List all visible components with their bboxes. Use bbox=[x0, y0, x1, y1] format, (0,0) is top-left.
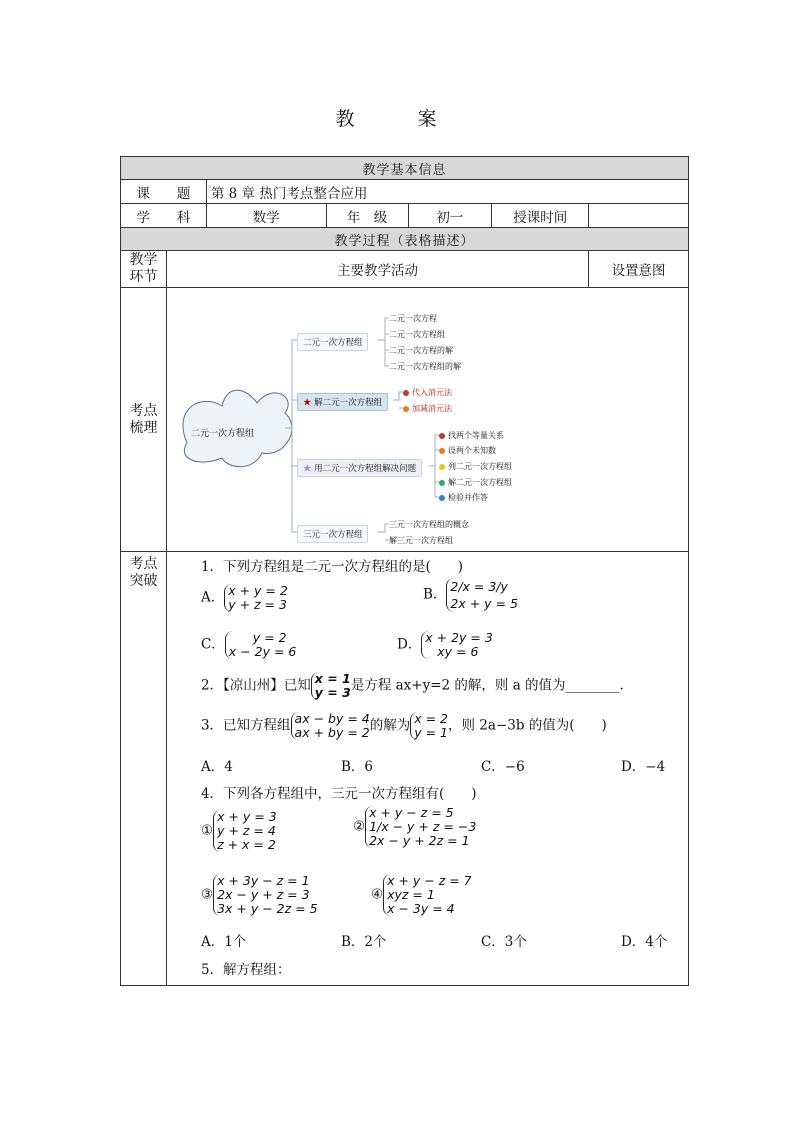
grade-value: 初一 bbox=[408, 204, 492, 228]
circled-3: ③ bbox=[200, 886, 214, 903]
bullet-icon bbox=[439, 433, 445, 439]
circled-1: ① bbox=[200, 822, 214, 839]
col-activity: 主要教学活动 bbox=[166, 251, 588, 288]
option-letter: B． bbox=[422, 586, 447, 603]
q3-post: ，则 2a−3b 的值为( ) bbox=[448, 717, 607, 734]
mind-map-center: 二元一次方程组 bbox=[190, 429, 254, 439]
eq: x + 2y = 3 bbox=[425, 630, 493, 645]
bullet-icon bbox=[439, 448, 445, 454]
q4-option-a: A．1个 bbox=[200, 934, 247, 950]
q2-pre: 2．【凉山州】已知 bbox=[200, 677, 311, 694]
branch-1: 二元一次方程组 bbox=[297, 333, 369, 351]
q1-stem: 1．下列方程组是二元一次方程组的是( ) bbox=[200, 559, 464, 575]
q3-option-a: A．4 bbox=[200, 759, 233, 775]
star-icon: ★ bbox=[302, 398, 312, 408]
q4-option-d: D．4个 bbox=[620, 934, 668, 950]
system bbox=[213, 874, 317, 916]
mind-map-cell bbox=[166, 288, 688, 552]
q3-mid: 的解为 bbox=[369, 717, 411, 734]
bullet-icon bbox=[439, 464, 445, 470]
q5: 5．解方程组： bbox=[200, 962, 291, 978]
eq: x − 3y = 4 bbox=[387, 901, 455, 916]
q1-option-c bbox=[201, 631, 296, 659]
system bbox=[311, 672, 351, 700]
system bbox=[213, 810, 277, 852]
leaf-3-2 bbox=[439, 445, 496, 456]
q2-post: 是方程 ax+y=2 的解，则 a 的值为________. bbox=[350, 677, 624, 694]
branch-2-label: 解二元一次方程组 bbox=[314, 398, 383, 408]
breakthrough-label: 考点突破 bbox=[121, 552, 167, 986]
process-header: 教学过程（表格描述） bbox=[121, 228, 689, 251]
q4-system-1 bbox=[201, 810, 277, 852]
q4-system-2 bbox=[353, 806, 476, 848]
eq: x + y = 2 bbox=[228, 583, 288, 598]
q1-option-b bbox=[423, 578, 518, 612]
eq: z + x = 2 bbox=[217, 837, 276, 852]
eq: x = 1 bbox=[314, 671, 351, 686]
eq: 3x + y − 2z = 5 bbox=[217, 901, 318, 916]
q4-option-b: B．2个 bbox=[340, 934, 387, 950]
eq: 2x − y + 2z = 1 bbox=[369, 833, 470, 848]
system bbox=[383, 874, 472, 916]
eq: 2x + y = 5 bbox=[450, 596, 518, 611]
q4-system-4 bbox=[371, 874, 472, 916]
topic-label: 课 题 bbox=[121, 180, 207, 204]
q3 bbox=[201, 712, 607, 740]
questions bbox=[167, 552, 688, 985]
leaf-2-1-label: 代入消元法 bbox=[411, 388, 452, 397]
eq: x + 3y − z = 1 bbox=[217, 873, 310, 888]
eq: x − 2y = 6 bbox=[228, 644, 297, 659]
eq: 2x − y + z = 3 bbox=[217, 887, 310, 902]
leaf-2-1 bbox=[403, 387, 452, 398]
system bbox=[446, 578, 518, 612]
eq: ax − by = 4 bbox=[294, 711, 370, 726]
circled-4: ④ bbox=[370, 886, 384, 903]
system bbox=[410, 712, 448, 740]
leaf-3-5 bbox=[439, 492, 488, 503]
eq: y = 3 bbox=[314, 685, 351, 700]
system bbox=[224, 584, 288, 612]
col-intent: 设置意图 bbox=[589, 251, 689, 288]
bullet-icon bbox=[403, 390, 409, 396]
option-letter: C． bbox=[200, 636, 225, 653]
basic-info-header: 教学基本信息 bbox=[121, 157, 689, 180]
circled-2: ② bbox=[352, 818, 366, 835]
star-icon: ★ bbox=[302, 464, 312, 474]
time-label: 授课时间 bbox=[492, 204, 589, 228]
q3-option-b: B．6 bbox=[340, 759, 373, 775]
time-value bbox=[589, 204, 689, 228]
eq: xy = 6 bbox=[437, 644, 479, 659]
leaf-1-2: 二元一次方程组 bbox=[388, 330, 445, 339]
bullet-icon bbox=[439, 480, 445, 486]
system bbox=[225, 631, 297, 659]
eq: y + z = 4 bbox=[217, 823, 276, 838]
subject-label: 学 科 bbox=[121, 204, 207, 228]
leaf-4-1: 三元一次方程组的概念 bbox=[388, 520, 469, 529]
leaf-1-4: 二元一次方程组的解 bbox=[388, 362, 461, 371]
leaf-3-1-label: 找两个等量关系 bbox=[447, 431, 504, 440]
eq: 1/x − y + z = −3 bbox=[369, 819, 477, 834]
branch-4: 三元一次方程组 bbox=[297, 525, 369, 543]
q3-option-d: D．−4 bbox=[620, 759, 666, 775]
bullet-icon bbox=[403, 406, 409, 412]
lesson-table bbox=[120, 156, 689, 986]
eq: 2/x = 3/y bbox=[450, 579, 508, 594]
leaf-3-1 bbox=[439, 430, 504, 441]
q4-system-3 bbox=[201, 874, 318, 916]
system bbox=[421, 631, 493, 659]
mind-map-lines bbox=[167, 288, 689, 551]
branch-3-label: 用二元一次方程组解决问题 bbox=[314, 464, 417, 474]
eq: y = 1 bbox=[414, 725, 449, 740]
col-stage: 教学环节 bbox=[121, 251, 167, 288]
review-label: 考点梳理 bbox=[121, 288, 167, 552]
q4-option-c: C．3个 bbox=[480, 934, 527, 950]
page-title: 教 案 bbox=[335, 108, 459, 130]
branch-3 bbox=[297, 459, 422, 477]
eq: x + y − z = 5 bbox=[369, 805, 454, 820]
subject-value: 数学 bbox=[206, 204, 326, 228]
branch-2 bbox=[297, 393, 388, 411]
eq: y = 2 bbox=[252, 630, 287, 645]
leaf-3-3 bbox=[439, 461, 512, 472]
q1-option-d bbox=[397, 631, 493, 659]
eq: ax + by = 2 bbox=[294, 725, 370, 740]
mind-map bbox=[167, 288, 688, 551]
eq: x + y = 3 bbox=[217, 809, 277, 824]
leaf-2-2-label: 加减消元法 bbox=[411, 404, 452, 413]
leaf-3-4-label: 解二元一次方程组 bbox=[447, 478, 512, 487]
topic-value: 第 8 章 热门考点整合应用 bbox=[206, 180, 688, 204]
leaf-3-2-label: 设两个未知数 bbox=[447, 446, 496, 455]
leaf-3-3-label: 列二元一次方程组 bbox=[447, 462, 512, 471]
option-letter: D． bbox=[396, 636, 422, 653]
leaf-1-1: 二元一次方程 bbox=[388, 314, 437, 323]
bullet-icon bbox=[439, 495, 445, 501]
leaf-2-2 bbox=[403, 403, 452, 414]
q3-option-c: C．−6 bbox=[480, 759, 525, 775]
leaf-4-2: 解三元一次方程组 bbox=[388, 536, 453, 545]
eq: x = 2 bbox=[414, 711, 449, 726]
grade-label: 年 级 bbox=[326, 204, 408, 228]
eq: xyz = 1 bbox=[387, 887, 435, 902]
breakthrough-cell bbox=[166, 552, 688, 986]
leaf-3-4 bbox=[439, 477, 512, 488]
leaf-3-5-label: 检验并作答 bbox=[447, 493, 488, 502]
q2 bbox=[201, 672, 624, 700]
q4-stem: 4．下列各方程组中，三元一次方程组有( ) bbox=[200, 786, 477, 802]
q3-pre: 3．已知方程组 bbox=[200, 717, 291, 734]
system bbox=[365, 806, 476, 848]
q1-option-a bbox=[201, 584, 288, 612]
eq: y + z = 3 bbox=[228, 597, 287, 612]
system bbox=[291, 712, 370, 740]
option-letter: A． bbox=[200, 589, 225, 606]
leaf-1-3: 二元一次方程的解 bbox=[388, 346, 453, 355]
eq: x + y − z = 7 bbox=[387, 873, 472, 888]
